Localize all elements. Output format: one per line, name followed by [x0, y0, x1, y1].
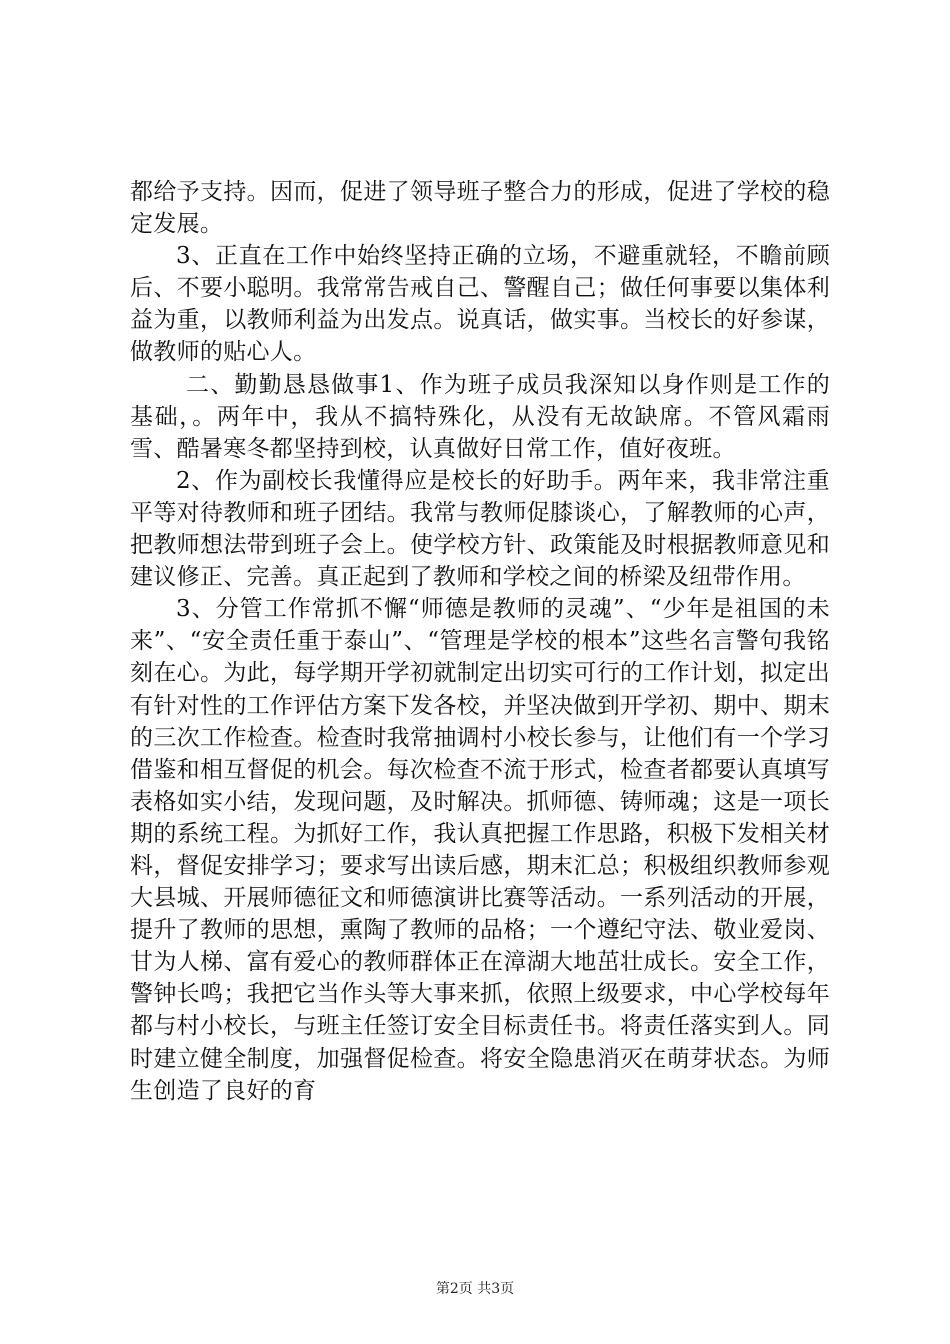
paragraph-2: 3、正直在工作中始终坚持正确的立场，不避重就轻，不瞻前顾后、不要小聪明。我常常告戒自己、警醒自己；做任何事要以集体利益为重，以教师利益为出发点。说真话，做实事。当校长的好参谋，做教师的贴心人。: [130, 243, 830, 366]
paragraph-4: 2、作为副校长我懂得应是校长的好助手。两年来，我非常注重平等对待教师和班子团结。我常与教师促膝谈心，了解教师的心声，把教师想法带到班子会上。使学校方针、政策能及时根据教师意见和建议修正、完善。真正起到了教师和学校之间的桥梁及纽带作用。: [130, 467, 830, 591]
paragraph-1: 都给予支持。因而，促进了领导班子整合力的形成，促进了学校的稳定发展。: [130, 179, 830, 238]
paragraph-3: 二、勤勤恳恳做事1、作为班子成员我深知以身作则是工作的基础，。两年中，我从不搞特殊化，从没有无故缺席。不管风霜雨雪、酷暑寒冬都坚持到校，认真做好日常工作，值好夜班。: [130, 371, 830, 462]
paragraph-5: 3、分管工作常抓不懈“师德是教师的灵魂”、“少年是祖国的未来”、“安全责任重于泰山”、“管理是学校的根本”这些名言警句我铭刻在心。为此，每学期开学初就制定出切实可行的工作计划，拟定出有针对性的工作评估方案下发各校，并坚决做到开学初、期中、期末的三次工作检查。检查时我常抽调村小校长参与，让他们有一个学习借鉴和相互督促的机会。每次检查不流于形式，检查者都要认真填写表格如实小结，发现问题，及时解决。抓师德、铸师魂；这是一项长期的系统工程。为抓好工作，我认真把握工作思路，积极下发相关材料，督促安排学习；要求写出读后感，期末汇总；积极组织教师参观大县城、开展师德征文和师德演讲比赛等活动。一系列活动的开展，提升了教师的思想，熏陶了教师的品格；一个遵纪守法、敬业爱岗、甘为人梯、富有爱心的教师群体正在漳湖大地茁壮成长。安全工作，警钟长鸣；我把它当作头等大事来抓，依照上级要求，中心学校每年都与村小校长，与班主任签订安全目标责任书。将责任落实到人。同时建立健全制度，加强督促检查。将安全隐患消灭在萌芽状态。为师生创造了良好的育: [130, 596, 830, 1104]
page-footer: 第2页 共3页: [435, 1281, 515, 1297]
document-body: [130, 176, 830, 1107]
